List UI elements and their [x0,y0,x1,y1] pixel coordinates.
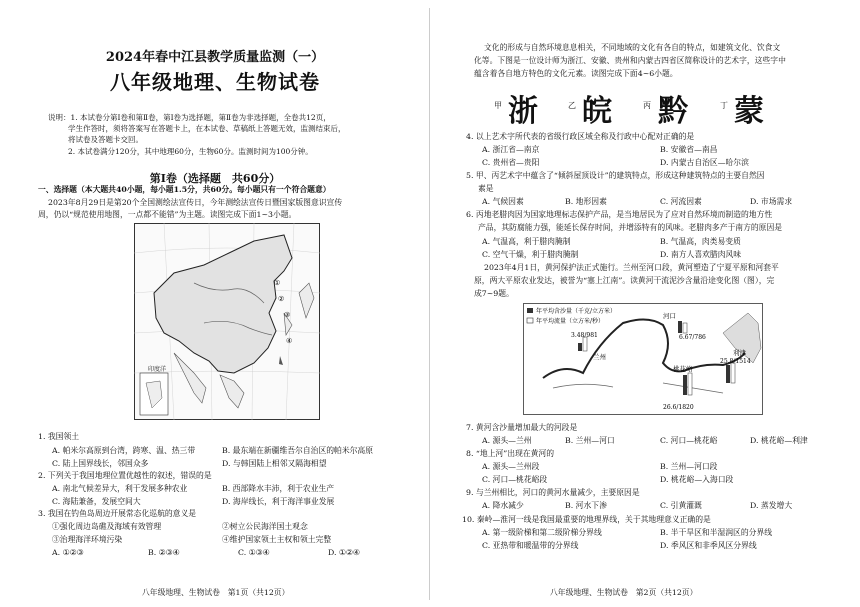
q7-option-d[interactable]: D. 桃花峪—利津 [750,436,808,445]
q10-option-c[interactable]: C. 亚热带和暖温带的分界线 [482,541,579,550]
q3-item: ①强化周边岛礁及海域有效管理 [52,522,162,531]
question-8: 8. “地上河”出现在黄河的 [466,449,555,458]
q8-option-b[interactable]: B. 兰州—河口段 [660,462,718,471]
bar-flow-lanzhou [583,337,587,351]
map-label-indian-ocean: 印度洋 [148,366,167,373]
q1-option-b[interactable]: B. 最东端在新疆维吾尔自治区的帕米尔高原 [222,446,374,455]
question-9: 9. 与兰州相比，河口的黄河水量减少，主要原因是 [466,488,640,497]
q4-option-b[interactable]: B. 安徽省—南昌 [660,145,718,154]
q8-option-d[interactable]: D. 桃花峪—入海口段 [660,475,734,484]
art-label-jia: 甲 [494,101,502,110]
value-taohuayu: 26.6/1820 [663,404,694,411]
question-2: 2. 下列关于我国地理位置优越性的叙述，错误的是 [38,471,212,480]
question-1: 1. 我国领土 [38,432,80,441]
q3-option-b[interactable]: B. ②③④ [148,548,180,557]
q3-item: ④维护国家领土主权和领土完整 [222,535,332,544]
place-taohuayu: 桃花峪 [673,365,693,373]
q6-option-c[interactable]: C. 空气干燥，利于腊肉腌制 [482,250,579,259]
place-hekou: 河口 [663,312,676,320]
legend-flow: 年平均流量（立方米/秒） [536,318,605,325]
q6-option-d[interactable]: D. 南方人喜欢腊肉风味 [660,250,742,259]
bar-flow-taohuayu [688,373,692,395]
art-char-meng: 蒙 [734,94,764,129]
china-map [134,223,320,420]
question-3: 3. 我国在钓鱼岛周边开展常态化巡航的意义是 [38,509,197,518]
exam-subtitle: 2024年春中江县教学质量监测（一） [105,50,325,65]
page-footer: 八年级地理、生物试卷 第1页（共12页） [142,588,290,597]
intro-line: 蕴含着各自地方特色的文化元素。读图完成下面4~6小题。 [474,69,678,78]
map-label-3: ③ [284,311,291,319]
question-5-cont: 素是 [478,184,494,193]
bar-sediment-hekou [678,321,682,333]
q9-option-a[interactable]: A. 降水减少 [482,501,524,510]
q7-option-a[interactable]: A. 源头—兰州 [482,436,532,445]
art-char-wan: 皖 [582,94,612,129]
q1-option-c[interactable]: C. 陆上国界线长，邻国众多 [52,459,149,468]
q3-option-d[interactable]: D. ①②④ [328,548,360,557]
value-lanzhou: 3.48/981 [571,332,598,339]
question-6: 6. 丙地老腊肉因为国家地理标志保护产品，是当地居民为了应对自然环境而制造的地方性 [466,210,773,219]
q5-option-c[interactable]: C. 河流因素 [660,197,702,206]
q5-option-a[interactable]: A. 气候因素 [482,197,524,206]
bar-flow-hekou [683,323,687,333]
q10-option-b[interactable]: B. 半干旱区和半湿润区的分界线 [660,528,773,537]
question-5: 5. 甲、丙艺术字中蕴含了“倾斜屋顶设计”的建筑特点，形成这种建筑特点的主要自然因 [466,171,765,180]
q2-option-d[interactable]: D. 海岸线长，利于海洋事业发展 [222,497,335,506]
q9-option-d[interactable]: D. 蒸发增大 [750,501,793,510]
bar-sediment-lanzhou [578,343,582,351]
art-char-zhe: 浙 [508,94,538,129]
intro2-line: 原，两大平原农业发达，被誉为“塞上江南”。读黄河干流泥沙含量沿途变化图（图），完 [474,276,775,285]
note-line: 将试卷及答题卡交回。 [68,135,143,144]
q4-option-c[interactable]: C. 贵州省—贵阳 [482,158,540,167]
q5-option-b[interactable]: B. 地形因素 [565,197,607,206]
legend-swatch-sediment [527,308,533,313]
bar-flow-lijin [731,363,735,383]
section-heading: 第Ⅰ卷（选择题 共60分） [149,172,281,185]
note-line: 学生作答时，须将答案写在答题卡上，在本试卷、草稿纸上答题无效，监测结束后， [68,124,346,133]
q10-option-d[interactable]: D. 季风区和非季风区分界线 [660,541,757,550]
map-label-1: ① [274,279,281,287]
q4-option-d[interactable]: D. 内蒙古自治区—哈尔滨 [660,158,749,167]
q7-option-b[interactable]: B. 兰州—河口 [565,436,615,445]
q8-option-a[interactable]: A. 源头—兰州段 [482,462,540,471]
question-6-cont: 产品，其防腐能力强，能延长保存时间，并增添特有的风味。老腊肉多产于南方的原因是 [478,223,783,232]
q9-option-b[interactable]: B. 河水下渗 [565,501,607,510]
yellow-river-sediment-map [523,303,763,415]
q6-option-b[interactable]: B. 气温高，肉类易变质 [660,237,741,246]
intro-line: 文化的形成与自然环境息息相关，不同地域的文化有各自的特点，如建筑文化、饮食文 [484,43,781,52]
q1-option-d[interactable]: D. 与韩国陆上相邻又隔海相望 [222,459,327,468]
q5-option-d[interactable]: D. 市场需求 [750,197,793,206]
q2-option-c[interactable]: C. 海陆兼备，发展空间大 [52,497,141,506]
q8-option-c[interactable]: C. 河口—桃花峪段 [482,475,548,484]
map-label-2: ② [278,295,285,303]
place-lanzhou: 兰州 [593,353,606,361]
question-7: 7. 黄河含沙量增加最大的河段是 [466,423,578,432]
q7-option-c[interactable]: C. 河口—桃花峪 [660,436,718,445]
note-line: 2. 本试卷满分120分，其中地理60分，生物60分。监测时间为100分钟。 [68,147,313,156]
art-label-yi: 乙 [568,101,576,110]
q4-option-a[interactable]: A. 浙江省—南京 [482,145,540,154]
q6-option-a[interactable]: A. 气温高，利于腊肉腌制 [482,237,571,246]
q2-option-b[interactable]: B. 西部降水丰沛，利于农业生产 [222,484,335,493]
intro2-line: 2023年4月1日，黄河保护法正式施行。兰州至河口段，黄河塑造了宁夏平原和河套平 [484,263,779,272]
note-line: 说明：1. 本试卷分第Ⅰ卷和第Ⅱ卷，第Ⅰ卷为选择题，第Ⅱ卷为非选择题，全卷共12页， [48,113,331,122]
page-footer: 八年级地理、生物试卷 第2页（共12页） [550,588,698,597]
intro-line: 化等。下图是一位设计师为浙江、安徽、贵州和内蒙古四省区简称设计的艺术字，这些字中 [474,56,786,65]
intro2-line: 成7~9题。 [474,289,514,298]
q1-option-a[interactable]: A. 帕米尔高原到台湾，跨寒、温、热三带 [52,446,196,455]
q3-option-c[interactable]: C. ①③④ [238,548,270,557]
q9-option-c[interactable]: C. 引黄灌溉 [660,501,702,510]
place-lijin: 利津 [733,349,746,357]
q3-item: ③治理海洋环境污染 [52,535,123,544]
q10-option-a[interactable]: A. 第一级阶梯和第二级阶梯分界线 [482,528,602,537]
exam-title: 八年级地理、生物试卷 [110,70,320,94]
map-label-4: ④ [286,337,293,345]
question-group-heading: 一、选择题（本大题共40小题，每小题1.5分，共60分。每小题只有一个符合题意） [38,185,331,194]
value-hekou: 6.67/786 [679,334,706,341]
value-lijin: 25.8/1514 [720,358,751,365]
legend-sediment: 年平均含沙量（千克/立方米） [536,308,617,315]
q3-item: ②树立公民海洋国土观念 [222,522,308,531]
bar-sediment-lijin [726,365,730,383]
intro-line: 2023年8月29日是第20个全国测绘法宣传日，今年测绘法宣传日暨国家版图意识宣传 [48,198,343,207]
art-label-ding: 丁 [720,101,728,110]
legend-swatch-flow [527,318,533,323]
q3-option-a[interactable]: A. ①②③ [52,548,84,557]
q2-option-a[interactable]: A. 南北气候差异大，利于发展多种农业 [52,484,188,493]
art-char-qian: 黔 [658,94,688,129]
intro-line: 周，仍以“规范使用地图，一点都不能错”为主题。读图完成下面1~3小题。 [38,210,297,219]
question-4: 4. 以上艺术字所代表的省级行政区域全称及行政中心配对正确的是 [466,132,695,141]
bar-sediment-taohuayu [683,375,687,395]
art-label-bing: 丙 [643,101,651,110]
question-10: 10. 秦岭—淮河一线是我国最重要的地理界线，关于其地理意义正确的是 [462,515,711,524]
